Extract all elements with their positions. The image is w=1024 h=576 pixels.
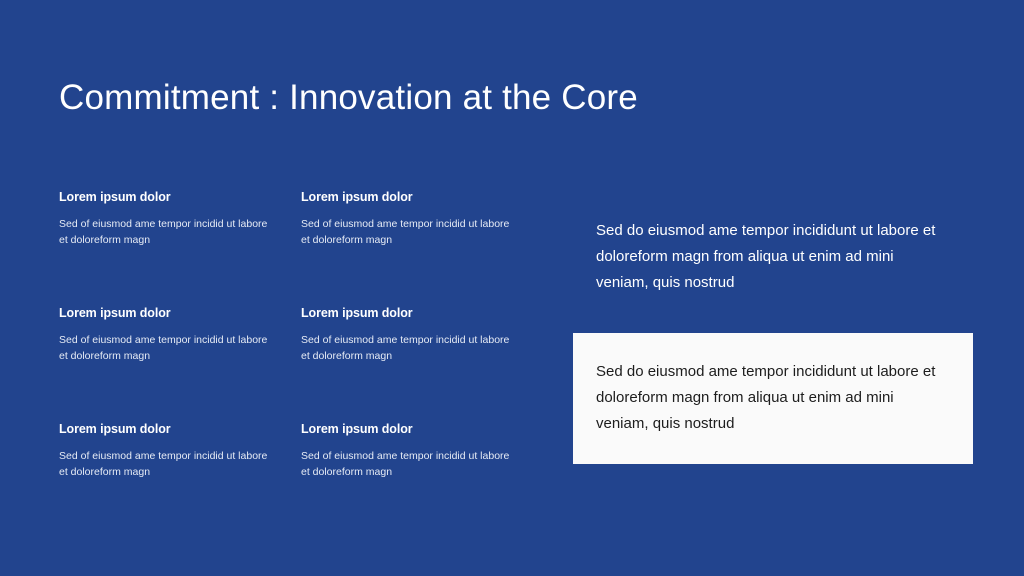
right-column (573, 218, 973, 464)
feature-grid (59, 190, 529, 538)
list-item (59, 306, 301, 422)
list-item-heading: Lorem ipsum dolor (301, 190, 413, 204)
list-item-heading: Lorem ipsum dolor (59, 306, 171, 320)
list-item (301, 422, 529, 538)
page-title: Commitment : Innovation at the Core (59, 78, 638, 117)
list-item (59, 422, 301, 538)
highlight-card-paragraph: Sed do eiusmod ame tempor incididunt ut labore et doloreform magn from aliqua ut enim ad mini veniam, quis nostrud (596, 363, 936, 432)
list-item-body: Sed of eiusmod ame tempor incidid ut labore et doloreform magn (59, 450, 268, 479)
highlight-card (573, 333, 973, 463)
list-item-body: Sed of eiusmod ame tempor incidid ut labore et doloreform magn (301, 218, 510, 247)
list-item (301, 190, 529, 306)
list-item-body: Sed of eiusmod ame tempor incidid ut labore et doloreform magn (301, 450, 510, 479)
list-item-heading: Lorem ipsum dolor (59, 190, 171, 204)
list-item-heading: Lorem ipsum dolor (59, 422, 171, 436)
right-paragraph: Sed do eiusmod ame tempor incididunt ut labore et doloreform magn from aliqua ut enim ad mini veniam, quis nostrud (596, 222, 936, 291)
list-item-heading: Lorem ipsum dolor (301, 422, 413, 436)
list-item-body: Sed of eiusmod ame tempor incidid ut labore et doloreform magn (59, 218, 268, 247)
list-item (59, 190, 301, 306)
list-item-body: Sed of eiusmod ame tempor incidid ut labore et doloreform magn (59, 334, 268, 363)
list-item-body: Sed of eiusmod ame tempor incidid ut labore et doloreform magn (301, 334, 510, 363)
list-item-heading: Lorem ipsum dolor (301, 306, 413, 320)
list-item (301, 306, 529, 422)
